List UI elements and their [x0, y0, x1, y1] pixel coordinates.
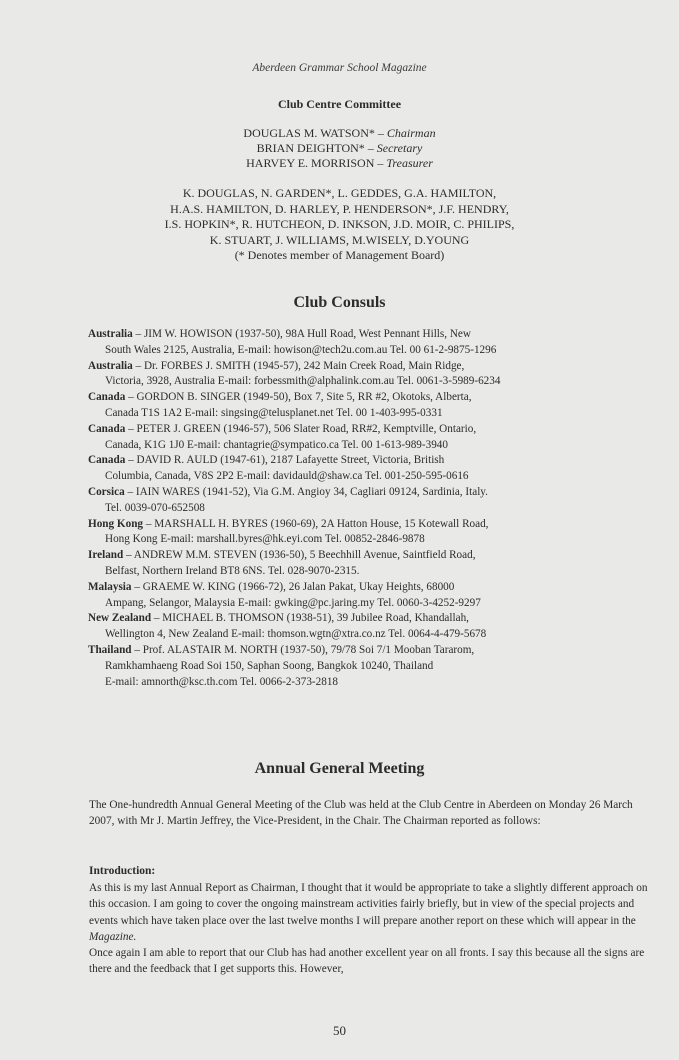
consuls-heading: Club Consuls — [293, 294, 386, 311]
consul-country: Canada — [88, 391, 126, 404]
introduction-paragraph-2: Once again I am able to report that our Club has had another excellent year on all fronts. I say this because all the signs are there and the feedback that I get supports this. However, — [89, 947, 645, 976]
members-line: K. DOUGLAS, N. GARDEN*, L. GEDDES, G.A. HAMILTON, — [182, 186, 497, 200]
members-line: K. STUART, J. WILLIAMS, M.WISELY, D.YOUNG — [209, 232, 470, 247]
consul-details-cont: South Wales 2125, Australia, E-mail: howison@tech2u.com.au Tel. 00 61-2-9875-1296 — [105, 343, 497, 356]
members-note: (* Denotes member of Management Board) — [234, 248, 445, 262]
officer-treasurer — [0, 156, 679, 171]
introduction-body — [89, 880, 649, 978]
consul-details: – MARSHALL H. BYRES (1960-69), 2A Hatton House, 15 Kotewall Road, — [143, 517, 489, 530]
officer-role: Secretary — [376, 141, 423, 155]
consul-entry — [88, 422, 648, 454]
consul-details: – GRAEME W. KING (1966-72), 26 Jalan Pakat, Ukay Heights, 68000 — [131, 580, 455, 593]
consul-details-cont: Canada, K1G 1J0 E-mail: chantagrie@sympatico.ca Tel. 00 1-613-989-3940 — [105, 438, 448, 451]
consul-country: Ireland — [88, 549, 124, 562]
running-head: Aberdeen Grammar School Magazine — [252, 62, 427, 74]
officer-secretary — [0, 141, 679, 156]
agm-intro-paragraph: The One-hundredth Annual General Meeting of the Club was held at the Club Centre in Aberdeen on Monday 26 March 2007, with Mr J. Martin Jeffrey, the Vice-President, in the Chair. The Chairman reported as follows: — [89, 799, 633, 828]
committee-members — [0, 186, 679, 264]
consul-details-cont: Ramkhamhaeng Road Soi 150, Saphan Soong, Bangkok 10240, Thailand — [105, 659, 434, 672]
introduction-paragraph-1 — [89, 880, 649, 945]
committee-officers — [0, 126, 679, 171]
officer-name: DOUGLAS M. WATSON* – — [243, 126, 387, 140]
consul-details: – ANDREW M.M. STEVEN (1936-50), 5 Beechhill Avenue, Saintfield Road, — [123, 549, 476, 562]
consul-entry — [88, 453, 648, 485]
consul-details-cont: Canada T1S 1A2 E-mail: singsing@telusplanet.net Tel. 00 1-403-995-0331 — [105, 406, 443, 419]
consul-details-cont: Victoria, 3928, Australia E-mail: forbessmith@alphalink.com.au Tel. 0061-3-5989-6234 — [105, 375, 501, 388]
consul-country: Australia — [88, 328, 133, 340]
consul-country: Canada — [88, 422, 126, 435]
officer-name: HARVEY E. MORRISON – — [246, 156, 387, 170]
consul-details: – IAIN WARES (1941-52), Via G.M. Angioy 34, Cagliari 09124, Sardinia, Italy. — [124, 485, 488, 498]
consul-details-cont: Wellington 4, New Zealand E-mail: thomson.wgtn@xtra.co.nz Tel. 0064-4-479-5678 — [105, 628, 487, 641]
consul-details: – GORDON B. SINGER (1949-50), Box 7, Site 5, RR #2, Okotoks, Alberta, — [125, 391, 472, 404]
consul-country: Malaysia — [88, 580, 132, 593]
committee-heading: Club Centre Committee — [277, 97, 402, 111]
consul-details: – Prof. ALASTAIR M. NORTH (1937-50), 79/78 Soi 7/1 Mooban Tararom, — [131, 643, 475, 656]
officer-role: Chairman — [386, 126, 436, 140]
consul-entry — [88, 517, 648, 549]
members-line: I.S. HOPKIN*, R. HUTCHEON, D. INKSON, J.D. MOIR, C. PHILIPS, — [164, 217, 515, 231]
introduction-heading: Introduction: — [89, 865, 156, 877]
consul-country: Thailand — [88, 643, 132, 656]
consul-entry — [88, 390, 648, 422]
consul-entry — [88, 327, 648, 359]
consul-entry — [88, 485, 648, 517]
consul-details: – PETER J. GREEN (1946-57), 506 Slater Road, RR#2, Kemptville, Ontario, — [125, 422, 477, 435]
agm-heading: Annual General Meeting — [254, 760, 425, 777]
consul-entry — [88, 359, 648, 391]
officer-chairman — [0, 126, 679, 141]
consul-country: New Zealand — [88, 612, 152, 625]
consul-entry — [88, 580, 648, 612]
page-number: 50 — [333, 1023, 346, 1038]
magazine-italic: Magazine. — [89, 930, 137, 943]
consul-details-cont: Tel. 0039-070-652508 — [105, 501, 205, 514]
consul-details: – DAVID R. AULD (1947-61), 2187 Lafayette Street, Victoria, British — [125, 454, 445, 467]
officer-role: Treasurer — [386, 156, 433, 170]
consul-details-cont: E-mail: amnorth@ksc.th.com Tel. 0066-2-373-2818 — [105, 675, 339, 688]
consul-details-cont: Columbia, Canada, V8S 2P2 E-mail: davidauld@shaw.ca Tel. 001-250-595-0616 — [105, 470, 469, 483]
consul-details: – JIM W. HOWISON (1937-50), 98A Hull Road, West Pennant Hills, New — [132, 328, 471, 340]
consul-details: – MICHAEL B. THOMSON (1938-51), 39 Jubilee Road, Khandallah, — [151, 612, 469, 625]
consul-country: Canada — [88, 454, 126, 467]
consul-entry — [88, 548, 648, 580]
consul-details-cont: Belfast, Northern Ireland BT8 6NS. Tel. 028-9070-2315. — [105, 564, 360, 577]
members-line: H.A.S. HAMILTON, D. HARLEY, P. HENDERSON*, J.F. HENDRY, — [170, 201, 509, 216]
consul-country: Hong Kong — [88, 517, 144, 530]
consul-country: Australia — [88, 359, 133, 372]
consul-details: – Dr. FORBES J. SMITH (1945-57), 242 Main Creek Road, Main Ridge, — [132, 359, 465, 372]
consul-entry — [88, 611, 648, 643]
paragraph-text: As this is my last Annual Report as Chairman, I thought that it would be appropriate to take a slightly different approach on this occasion. I am going to cover the ongoing mainstream activities fairly briefly, but in view of the special projects and events which have taken place over the last twelve months I will prepare another report on these which will appear in the — [89, 882, 648, 927]
consul-details-cont: Ampang, Selangor, Malaysia E-mail: gwking@pc.jaring.my Tel. 0060-3-4252-9297 — [105, 596, 481, 609]
consuls-list — [88, 327, 648, 690]
consul-country: Corsica — [88, 485, 125, 498]
consul-entry — [88, 643, 648, 690]
consul-details-cont: Hong Kong E-mail: marshall.byres@hk.eyi.com Tel. 00852-2846-9878 — [105, 533, 425, 546]
officer-name: BRIAN DEIGHTON* – — [256, 141, 377, 155]
